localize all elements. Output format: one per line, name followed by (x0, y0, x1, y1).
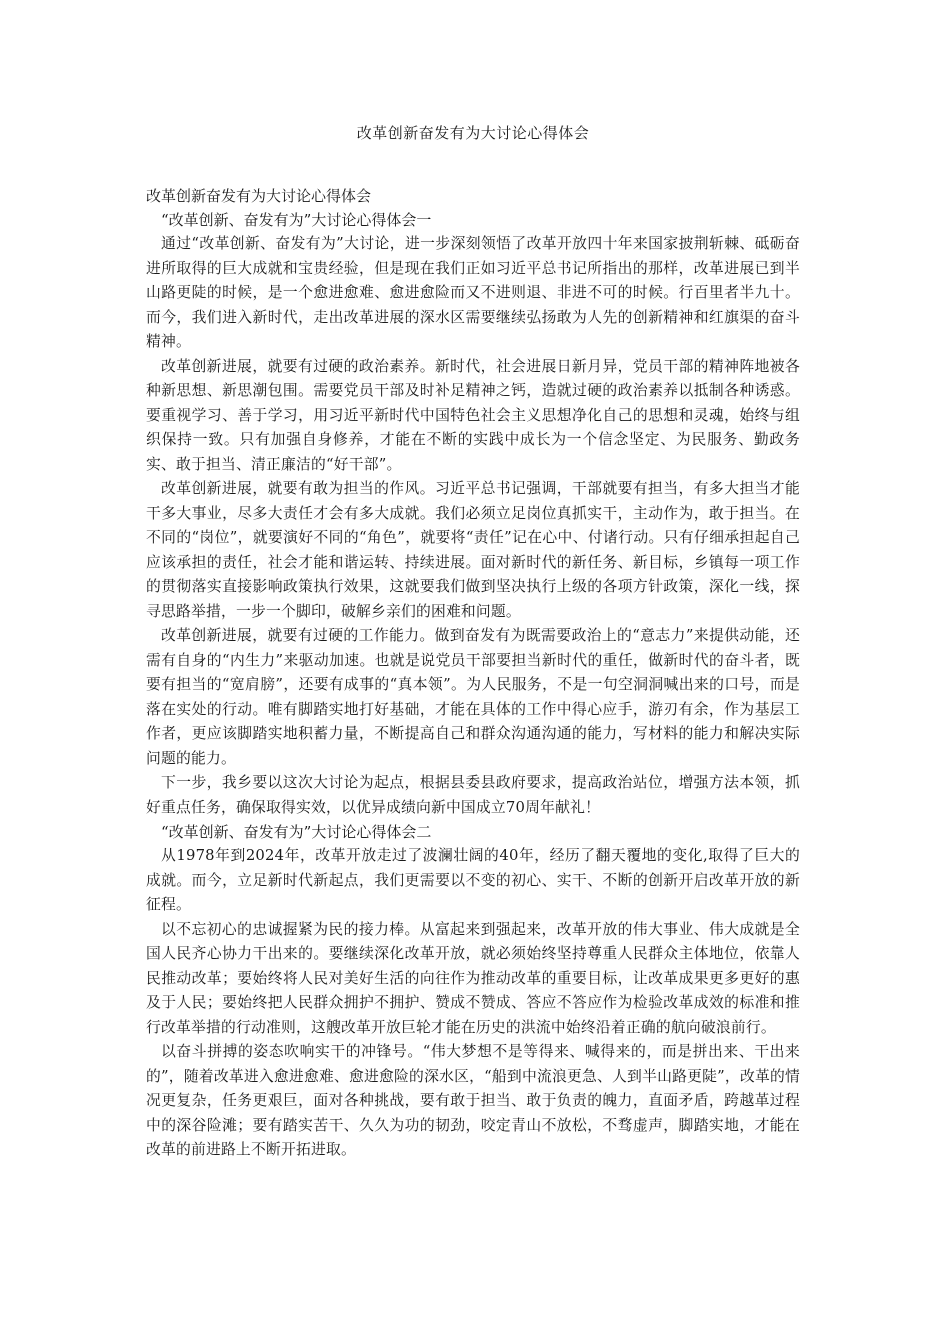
paragraph: 改革创新进展，就要有敢为担当的作风。习近平总书记强调，干部就要有担当，有多大担当才能干多大事业，尽多大责任才会有多大成就。我们必须立足岗位真抓实干，主动作为，敢于担当。在不同的“岗位”，就要演好不同的“角色”，就要将“责任”记在心中、付诸行动。只有仔细承担起自己应该承担的责任，社会才能和谐运转、持续进展。面对新时代的新任务、新目标，乡镇每一项工作的贯彻落实直接影响政策执行效果，这就要我们做到坚决执行上级的各项方针政策，深化一线，探寻思路举措，一步一个脚印，破解乡亲们的困难和问题。 (146, 480, 800, 620)
paragraph: 通过“改革创新、奋发有为”大讨论，进一步深刻领悟了改革开放四十年来国家披荆斩棘、砥砺奋进所取得的巨大成就和宝贵经验，但是现在我们正如习近平总书记所指出的那样，改革进展已到半山路更陡的时候，是一个愈进愈难、愈进愈险而又不进则退、非进不可的时候。行百里者半九十。而今，我们进入新时代，走出改革进展的深水区需要继续弘扬敢为人先的创新精神和红旗渠的奋斗精神。 (146, 235, 800, 350)
paragraph: 改革创新进展，就要有过硬的工作能力。做到奋发有为既需要政治上的“意志力”来提供动能，还需有自身的“内生力”来驱动加速。也就是说党员干部要担当新时代的重任，做新时代的奋斗者，既要有担当的“宽肩膀”，还要有成事的“真本领”。为人民服务，不是一句空洞洞喊出来的口号，而是落在实处的行动。唯有脚踏实地打好基础，才能在具体的工作中得心应手，游刃有余，作为基层工作者，更应该脚踏实地积蓄力量，不断提高自己和群众沟通沟通的能力，写材料的能力和解决实际问题的能力。 (146, 627, 800, 767)
document-page (146, 122, 800, 1163)
paragraph: 以不忘初心的忠诚握紧为民的接力棒。从富起来到强起来，改革开放的伟大事业、伟大成就是全国人民齐心协力干出来的。要继续深化改革开放，就必须始终坚持尊重人民群众主体地位，依靠人民推动改革；要始终将人民对美好生活的向往作为推动改革的重要目标，让改革成果更多更好的惠及于人民；要始终把人民群众拥护不拥护、赞成不赞成、答应不答应作为检验改革成效的标准和推行改革举措的行动准则，这艘改革开放巨轮才能在历史的洪流中始终沿着正确的航向破浪前行。 (146, 920, 800, 1036)
section-heading: “改革创新、奋发有为”大讨论心得体会一 (161, 211, 432, 229)
paragraph: 从1978年到2024年，改革开放走过了波澜壮阔的40年，经历了翻天覆地的变化,取得了巨大的成就。而今，立足新时代新起点，我们更需要以不变的初心、实干、不断的创新开启改革开放的新征程。 (146, 847, 800, 913)
document-title: 改革创新奋发有为大讨论心得体会 (356, 124, 590, 142)
paragraph: 改革创新进展，就要有过硬的政治素养。新时代，社会进展日新月异，党员干部的精神阵地被各种新思想、新思潮包围。需要党员干部及时补足精神之钙，造就过硬的政治素养以抵制各种诱惑。要重视学习、善于学习，用习近平新时代中国特色社会主义思想净化自己的思想和灵魂，始终与组织保持一致。只有加强自身修养，才能在不断的实践中成长为一个信念坚定、为民服务、勤政务实、敢于担当、清正廉洁的“好干部”。 (146, 357, 800, 473)
paragraph: 下一步，我乡要以这次大讨论为起点，根据县委县政府要求，提高政治站位，增强方法本领，抓好重点任务，确保取得实效，以优异成绩向新中国成立70周年献礼！ (146, 774, 800, 816)
paragraph: 以奋斗拼搏的姿态吹响实干的冲锋号。“伟大梦想不是等得来、喊得来的，而是拼出来、干出来的”，随着改革进入愈进愈难、愈进愈险的深水区，“船到中流浪更急、人到半山路更陡”，改革的情况更复杂，任务更艰巨，面对各种挑战，要有敢于担当、敢于负责的魄力，直面矛盾，跨越革过程中的深谷险滩；要有踏实苦干、久久为功的韧劲，咬定青山不放松，不骛虚声，脚踏实地，才能在改革的前进路上不断开拓进取。 (146, 1043, 800, 1158)
section-heading: “改革创新、奋发有为”大讨论心得体会二 (161, 823, 432, 841)
section-two (146, 820, 800, 1163)
section-one (146, 208, 800, 820)
document-subtitle: 改革创新奋发有为大讨论心得体会 (146, 187, 372, 205)
